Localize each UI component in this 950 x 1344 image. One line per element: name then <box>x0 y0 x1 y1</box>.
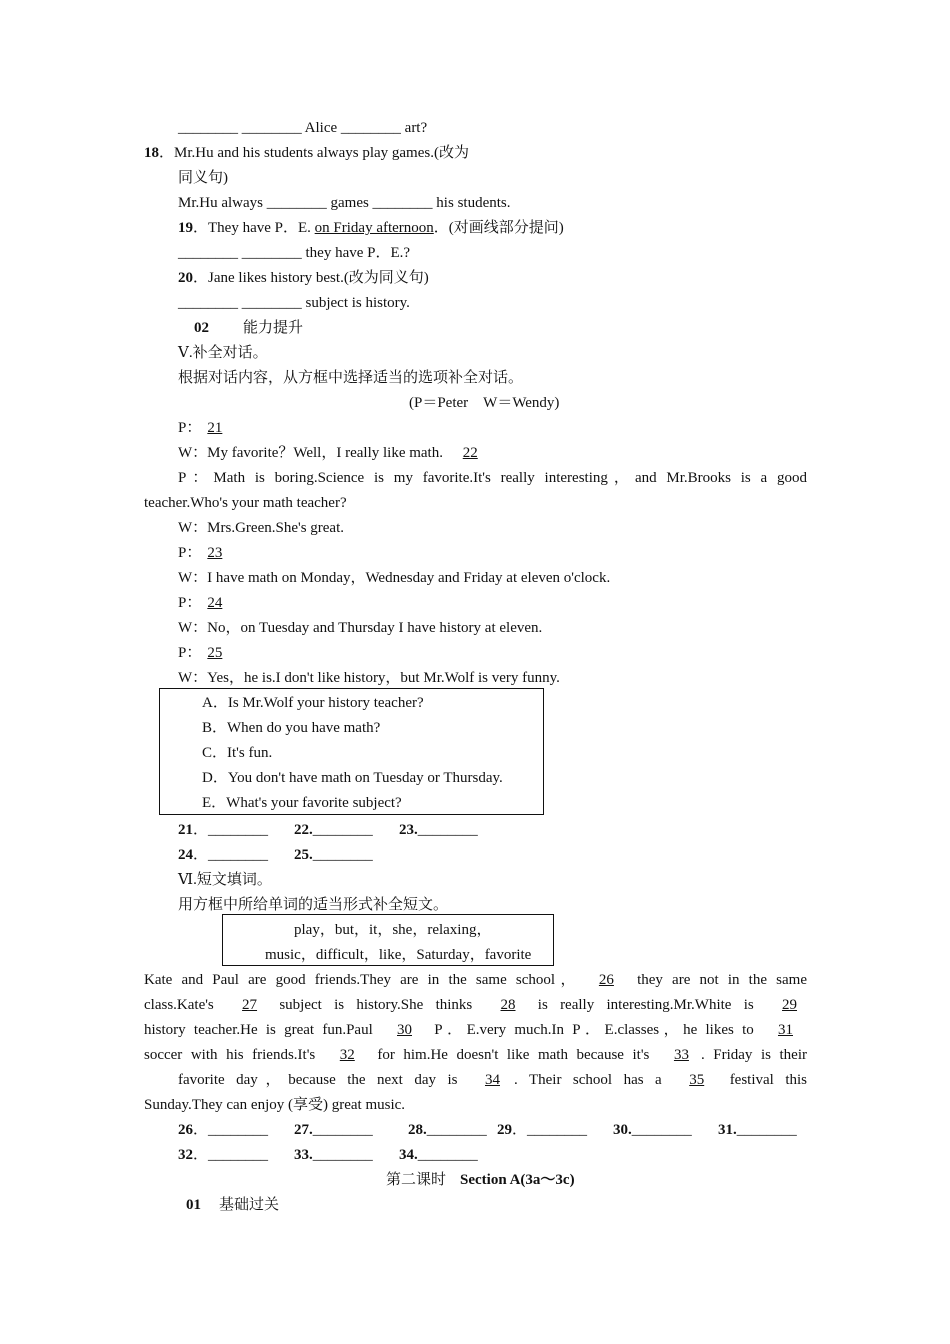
option-d: D．You don't have math on Tuesday or Thursday. <box>202 770 503 786</box>
dialogue-line-5: P： 23 <box>178 545 223 561</box>
dialogue-line-9: P： 25 <box>178 645 223 661</box>
q19-question: 19．They have P．E. on Friday afternoon．(对画线部分提问) <box>178 220 564 236</box>
dialogue-line-10: W：Yes，he is.I don't like history，but Mr.Wolf is very funny. <box>178 670 560 686</box>
option-a: A．Is Mr.Wolf your history teacher? <box>202 695 424 711</box>
passage-line-4: soccer with his friends.It's 32 for him.He doesn't like math because it's 33 . Friday is their <box>144 1047 807 1063</box>
word-box-line-1: play，but，it，she，relaxing， <box>294 922 492 938</box>
answer-26: 26．________ <box>178 1122 269 1138</box>
dialogue-line-1: P： 21 <box>178 420 223 436</box>
dialogue-line-4: W：Mrs.Green.She's great. <box>178 520 345 536</box>
answer-30: 30.________ <box>613 1122 692 1138</box>
dialogue-roles: (P＝Peter W＝Wendy) <box>409 395 560 411</box>
answer-34: 34.________ <box>399 1147 478 1163</box>
option-e: E．What's your favorite subject? <box>202 795 402 811</box>
q18-question: 18．Mr.Hu and his students always play games.(改为 <box>144 145 469 161</box>
dialogue-line-6: W：I have math on Monday，Wednesday and Friday at eleven o'clock. <box>178 570 611 586</box>
answer-29: 29．________ <box>497 1122 588 1138</box>
passage-line-1: Kate and Paul are good friends.They are in the same school， 26 they are not in the same <box>144 972 807 988</box>
q20-answer-line: ________ ________ subject is history. <box>178 295 410 311</box>
answer-27: 27.________ <box>294 1122 373 1138</box>
dialogue-line-2: W：My favorite？Well，I really like math. 22 <box>178 445 478 461</box>
answer-31: 31.________ <box>718 1122 797 1138</box>
answer-21: 21．________ <box>178 822 269 838</box>
dialogue-line-3: P：Math is boring.Science is my favorite.It's really interesting，and Mr.Brooks is a good <box>178 470 807 486</box>
answer-33: 33.________ <box>294 1147 373 1163</box>
dialogue-line-7: P： 24 <box>178 595 223 611</box>
answer-23: 23.________ <box>399 822 478 838</box>
answer-22: 22.________ <box>294 822 373 838</box>
q17-answer-line: ________ ________ Alice ________ art? <box>178 120 428 136</box>
answer-28: 28.________ <box>408 1122 487 1138</box>
dialogue-line-3-cont: teacher.Who's your math teacher? <box>144 495 347 511</box>
q18-answer-line: Mr.Hu always ________ games ________ his students. <box>178 195 511 211</box>
passage-line-2: class.Kate's 27 subject is history.She thinks 28 is really interesting.Mr.White is 29 <box>144 997 798 1013</box>
part6-heading: Ⅵ.短文填词。 <box>178 872 272 888</box>
dialogue-line-8: W：No，on Tuesday and Thursday I have history at eleven. <box>178 620 543 636</box>
lesson-title: 第二课时 Section A(3a～3c) <box>386 1172 575 1188</box>
q18-question-cont: 同义句) <box>178 170 228 186</box>
answer-32: 32．________ <box>178 1147 269 1163</box>
answer-25: 25.________ <box>294 847 373 863</box>
q19-answer-line: ________ ________ they have P．E.? <box>178 245 411 261</box>
option-c: C．It's fun. <box>202 745 273 761</box>
part6-instruction: 用方框中所给单词的适当形式补全短文。 <box>178 897 449 913</box>
section-heading-basic: 01 基础过关 <box>186 1197 280 1213</box>
word-box-line-2: music，difficult，like，Saturday，favorite <box>265 947 532 963</box>
passage-line-3: history teacher.He is great fun.Paul 30 P．E.very much.In P．E.classes，he likes to 31 <box>144 1022 793 1038</box>
passage-line-5: favorite day，because the next day is 34 . Their school has a 35 festival this <box>178 1072 807 1088</box>
answer-24: 24．________ <box>178 847 269 863</box>
q20-question: 20．Jane likes history best.(改为同义句) <box>178 270 429 286</box>
option-b: B．When do you have math? <box>202 720 381 736</box>
passage-line-6: Sunday.They can enjoy (享受) great music. <box>144 1097 406 1113</box>
part5-heading: Ⅴ.补全对话。 <box>178 345 268 361</box>
part5-instruction: 根据对话内容，从方框中选择适当的选项补全对话。 <box>178 370 524 386</box>
section-heading-ability: 02 能力提升 <box>194 320 304 336</box>
